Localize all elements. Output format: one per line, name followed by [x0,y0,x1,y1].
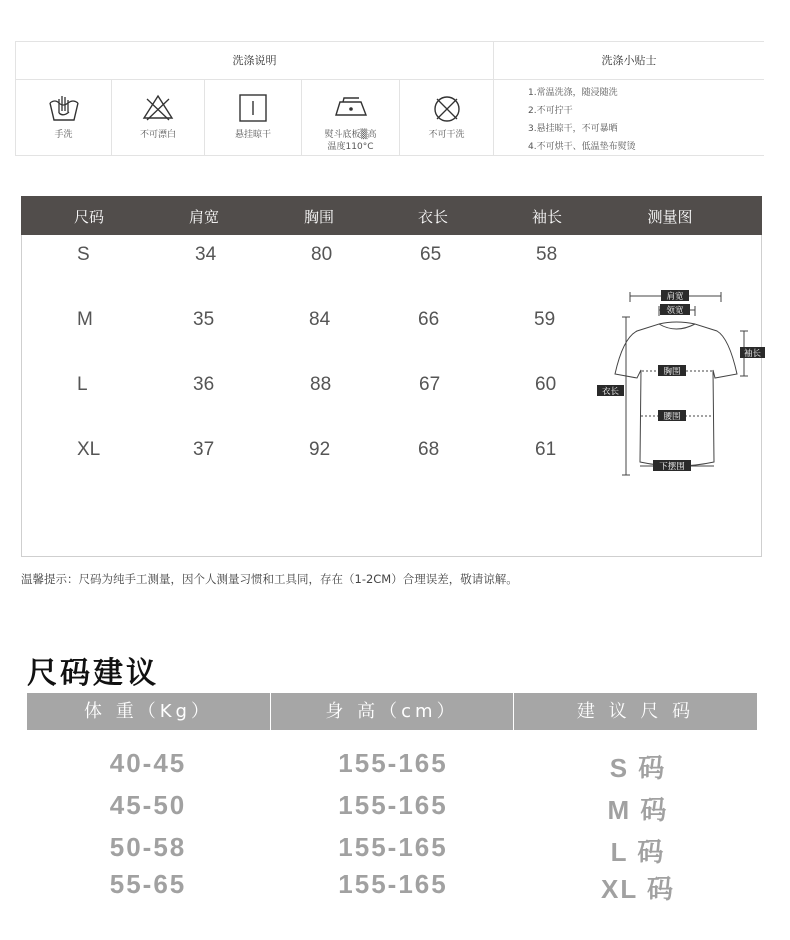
tips-title: 洗涤小贴士 [494,42,764,80]
cell-chest: 88 [310,374,332,395]
cell-shoulder: 34 [195,244,217,265]
care-item-hand-wash [16,80,112,155]
cell-sleeve: 61 [535,439,557,460]
care-item-no-dry-clean [400,80,494,155]
tshirt-measurement-diagram [597,286,765,481]
label-chest: 胸围 [663,367,681,377]
cell-sleeve: 60 [535,374,557,395]
header-suggested-size: 建 议 尺 码 [576,701,695,722]
no-bleach-icon [141,93,175,121]
rec-height: 155-165 [338,790,448,820]
cell-length: 68 [418,439,440,460]
header-size: 尺码 [73,208,105,226]
rec-weight: 50-58 [109,832,187,862]
cell-sleeve: 58 [536,244,558,265]
hand-wash-icon [47,93,81,123]
rec-size: L 码 [610,837,666,867]
care-label-2: 温度110°C [327,142,374,152]
care-label: 悬挂晾干 [234,130,271,140]
header-height: 身 高（cm） [325,701,459,722]
header-weight: 体 重（Kg） [84,701,213,722]
label-length: 衣长 [601,387,620,397]
header-diagram: 测量图 [647,208,693,226]
cell-size: S [77,244,90,265]
rec-weight: 40-45 [109,748,187,778]
label-waist: 腰围 [663,412,681,422]
label-collar: 领宽 [666,306,684,316]
header-chest: 胸围 [303,208,335,226]
rec-size: M 码 [607,795,669,825]
size-chart-header [21,196,762,235]
care-label: 不可干洗 [428,130,465,140]
measurement-note: 温馨提示：尺码为纯手工测量，因个人测量习惯和工具同，存在（1-2CM）合理误差，敬请谅解。 [21,572,518,586]
size-recommendation-title: 尺码建议 [27,657,159,690]
care-item-iron [302,80,400,155]
cell-chest: 92 [309,439,331,460]
care-title: 洗涤说明 [16,42,494,80]
cell-length: 66 [418,309,440,330]
cell-sleeve: 59 [534,309,556,330]
header-shoulder: 肩宽 [188,208,220,226]
header-length: 衣长 [417,208,449,226]
cell-length: 67 [419,374,441,395]
cell-size: L [77,374,88,395]
label-sleeve: 袖长 [743,349,762,359]
tip-item: 2.不可拧干 [528,106,573,116]
iron-icon [333,93,369,119]
cell-shoulder: 36 [193,374,215,395]
care-item-hang-dry [205,80,302,155]
label-shoulder: 肩宽 [666,292,684,302]
hang-dry-icon [238,93,268,123]
cell-size: XL [77,439,101,460]
care-label: 熨斗底板▒高 [324,130,377,140]
tip-item: 3.悬挂晾干，不可暴晒 [528,124,618,134]
cell-shoulder: 35 [193,309,215,330]
care-instructions-table [15,41,764,156]
cell-chest: 80 [311,244,333,265]
cell-size: M [77,309,93,330]
no-dry-clean-icon [431,93,463,125]
header-sleeve: 袖长 [531,208,563,226]
rec-size: S 码 [609,753,667,783]
tip-item: 4.不可烘干、低温垫布熨烫 [528,142,636,152]
care-label: 手洗 [54,130,73,140]
rec-weight: 45-50 [109,790,187,820]
washing-tips [528,84,636,156]
size-chart [21,196,762,557]
rec-height: 155-165 [338,832,448,862]
rec-size: XL 码 [601,874,675,904]
tip-item: 1.常温洗涤，随浸随洗 [528,88,618,98]
cell-chest: 84 [309,309,331,330]
care-item-no-bleach [112,80,205,155]
recommendation-header [27,693,757,730]
care-label: 不可漂白 [139,130,176,140]
cell-shoulder: 37 [193,439,215,460]
rec-height: 155-165 [338,748,448,778]
label-hem: 下摆围 [659,462,685,472]
cell-length: 65 [420,244,442,265]
rec-height: 155-165 [338,869,448,899]
rec-weight: 55-65 [109,869,187,899]
